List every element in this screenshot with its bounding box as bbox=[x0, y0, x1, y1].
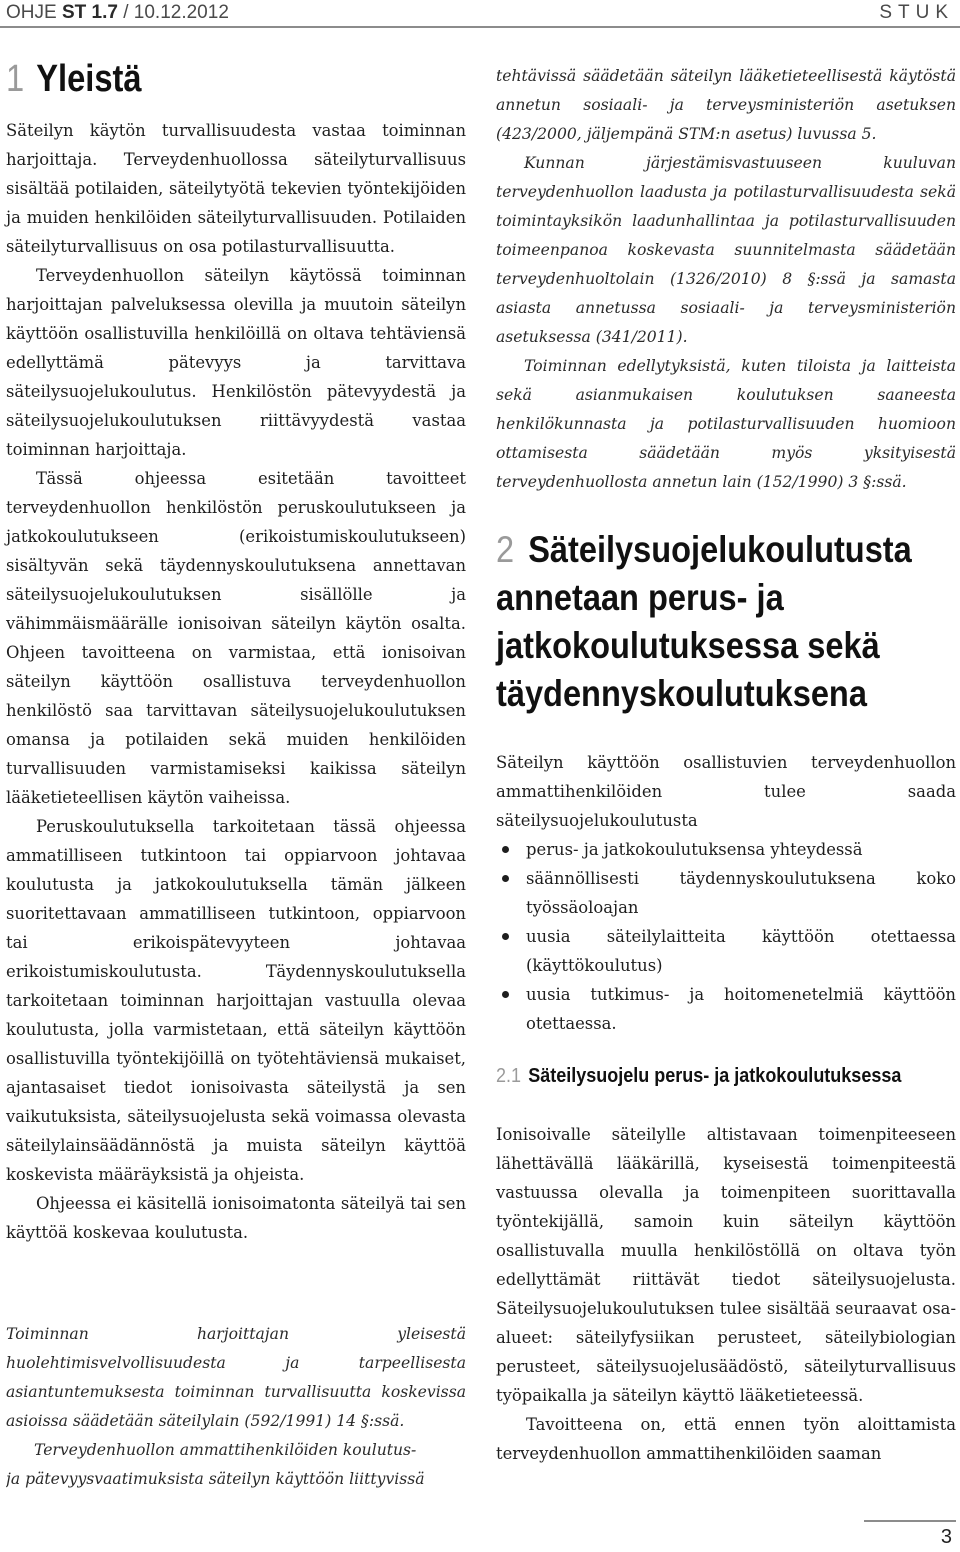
section-2-body bbox=[496, 748, 956, 1038]
page-header bbox=[0, 0, 960, 26]
header-org: STUK bbox=[879, 2, 954, 23]
paragraph: Tässä ohjeessa esitetään tavoitteet terveydenhuollon henkilöstön peruskoulutukseen ja jatkokoulutukseen (erikoistumiskoulutukseen) sisältyvän sekä täydennyskoulutuksena annettavan säteilysuojelukoulutuksen sisällölle ja vähimmäismäärälle ionisoivan säteilyn käytön osalta. Ohjeen tavoitteena on varmistaa, että ionisoivan säteilyn käyttöön osallistuva terveydenhuollon henkilöstö saa tarvittavan säteilysuojelukoulutuksen omansa ja potilaiden sekä muiden henkilöiden turvallisuuden varmistamiseksi kaikissa säteilyn lääketieteellisen käytön vaiheissa. bbox=[6, 469, 466, 807]
section-2-intro: Säteilyn käyttöön osallistuvien terveydenhuollon ammattihenkilöiden tulee saada säteilysuojelukoulutusta bbox=[496, 753, 956, 830]
header-date: / 10.12.2012 bbox=[117, 2, 229, 23]
header-doc-id bbox=[6, 0, 229, 26]
legal-note bbox=[6, 1436, 466, 1465]
bullet-icon bbox=[502, 933, 509, 940]
page-number: 3 bbox=[940, 1526, 952, 1548]
paragraph: Terveydenhuollon säteilyn käytössä toiminnan harjoittajan palveluksessa olevilla ja muutoin säteilyn käyttöön osallistuvilla henkilöillä on oltava tehtäviensä edellyttämä pätevyys ja tarvittava säteilysuojelukoulutus. Henkilöstön pätevyydestä ja säteilysuojelukoulutuksen riittävyydestä vastaa toiminnan harjoittaja. bbox=[6, 266, 466, 459]
legal-note: Kunnan järjestämisvastuuseen kuuluvan terveydenhuollon laadusta ja potilasturvallisuudesta sekä toimintayksikön laadunhallintaa ja potilasturvallisuuden toimeenpanoa koskevasta suunnitelmasta säädetään terveydenhuoltolain (1326/2010) 8 §:ssä ja samasta asiasta annetussa sosiaali- ja terveysministeriön asetuksessa (341/2011). bbox=[496, 154, 956, 346]
paragraph: Peruskoulutuksella tarkoitetaan tässä ohjeessa ammatilliseen tutkintoon tai oppiarvoon johtavaa koulutusta ja jatkokoulutuksella tämän jälkeen suoritettavaan ammatilliseen tutkintoon, oppiarvoon tai erikoispätevyyteen johtavaa erikoistumiskoulutusta. Täydennyskoulutuksella tarkoitetaan toiminnan harjoittajan vastuulla olevaa koulutusta, jolla varmistetaan, että säteilyn käyttöön osallistuvilla työntekijöillä on työtehtäviensä mukaiset, ajantasaiset tiedot ionisoivasta säteilystä ja sen vaikutuksista, säteilysuojelusta sekä voimassa olevasta säteilylainsäädännöstä ja muista säteilyn käyttöä koskevista määräyksistä ja ohjeista. bbox=[6, 817, 466, 1184]
header-doc-number: ST 1.7 bbox=[61, 2, 118, 23]
legal-note-part: Terveydenhuollon ammattihenkilöiden koulutus- bbox=[34, 1441, 417, 1459]
header-divider bbox=[0, 26, 960, 28]
paragraph: Säteilyn käytön turvallisuudesta vastaa toiminnan harjoittaja. Terveydenhuollossa säteilyturvallisuus sisältää potilaiden, säteilytyötä tekevien työntekijöiden ja muiden henkilöiden säteilyturvallisuuden. Potilaiden säteilyturvallisuus on osa potilasturvallisuutta. bbox=[6, 121, 466, 256]
bullet-icon bbox=[502, 991, 509, 998]
bullet-icon bbox=[502, 846, 509, 853]
section-1-body bbox=[6, 116, 466, 1247]
list-item bbox=[496, 835, 956, 864]
paragraph: Tavoitteena on, että ennen työn aloittamista terveydenhuollon ammattihenkilöiden saaman bbox=[496, 1415, 956, 1463]
paragraph: Ionisoivalle säteilylle altistavaan toimenpiteeseen lähettävällä lääkärillä, kyseisestä toimenpiteestä vastuussa olevalla ja toimenpiteen suorittavalla työntekijällä, samoin kuin säteilyn käyttöön osallistuvalla muulla henkilöstöllä on oltava työn edellyttämät riittävät tiedot säteilysuojelusta. Säteilysuojelukoulutuksen tulee sisältää seuraavat osa-alueet: säteilyfysiikan perusteet, säteilybiologian perusteet, säteilysuojelusäädöstö, säteilyturvallisuus työpaikalla ja säteilyn käyttö lääketieteessä. bbox=[496, 1125, 956, 1405]
list-item bbox=[496, 864, 956, 922]
legal-note-continued: tehtävissä säädetään säteilyn lääketieteellisestä käytöstä annetun sosiaali- ja terveysministeriön asetuksen (423/2000, jäljempänä STM:n asetus) luvussa 5. bbox=[496, 67, 956, 143]
legal-notes-left bbox=[6, 1320, 466, 1494]
section-2-title: Säteilysuojelukoulutusta annetaan perus- ja jatkokoulutuksessa sekä täydennyskoulutuksena bbox=[496, 529, 912, 714]
section-2-heading bbox=[496, 526, 954, 718]
list-item-text: uusia säteilylaitteita käyttöön otettaessa (käyttökoulutus) bbox=[526, 927, 956, 975]
list-item bbox=[496, 922, 956, 980]
section-2-1-title: Säteilysuojelu perus- ja jatkokoulutuksessa bbox=[528, 1065, 902, 1087]
list-item-text: uusia tutkimus- ja hoitomenetelmiä käyttöön otettaessa. bbox=[526, 985, 956, 1033]
legal-note: Toiminnan harjoittajan yleisestä huolehtimisvelvollisuudesta ja tarpeellisesta asiantuntemuksesta toiminnan turvallisuutta koskevissa asioissa säädetään säteilylain (592/1991) 14 §:ssä. bbox=[6, 1325, 466, 1430]
section-2-number: 2 bbox=[496, 529, 515, 570]
section-2-1-heading bbox=[496, 1062, 955, 1091]
header-doc-type: OHJE bbox=[6, 2, 57, 23]
legal-note bbox=[6, 1465, 466, 1494]
list-item-text: perus- ja jatkokoulutuksensa yhteydessä bbox=[526, 840, 863, 859]
section-1-number: 1 bbox=[6, 58, 25, 100]
training-list bbox=[496, 835, 956, 1038]
section-1-title: Yleistä bbox=[36, 58, 142, 100]
footer-divider bbox=[864, 1520, 956, 1522]
list-item bbox=[496, 980, 956, 1038]
bullet-icon bbox=[502, 875, 509, 882]
list-item-text: säännöllisesti täydennyskoulutuksena koko työssäoloajan bbox=[526, 869, 956, 917]
paragraph: Ohjeessa ei käsitellä ionisoimatonta säteilyä tai sen käyttöä koskevaa koulutusta. bbox=[6, 1194, 466, 1242]
section-2-1-number: 2.1 bbox=[496, 1065, 522, 1087]
section-1-heading bbox=[6, 55, 142, 103]
section-2-1-body bbox=[496, 1120, 956, 1468]
legal-note-part: ja pätevyysvaatimuksista säteilyn käyttöön liittyvissä bbox=[6, 1470, 425, 1488]
legal-note: Toiminnan edellytyksistä, kuten tiloista ja laitteista sekä asianmukaisen koulutuksen saaneesta henkilökunnasta ja potilasturvallisuuden huomioon ottamisesta säädetään myös yksityisestä terveydenhuollosta annetun lain (152/1990) 3 §:ssä. bbox=[496, 357, 956, 491]
legal-notes-right bbox=[496, 62, 956, 497]
